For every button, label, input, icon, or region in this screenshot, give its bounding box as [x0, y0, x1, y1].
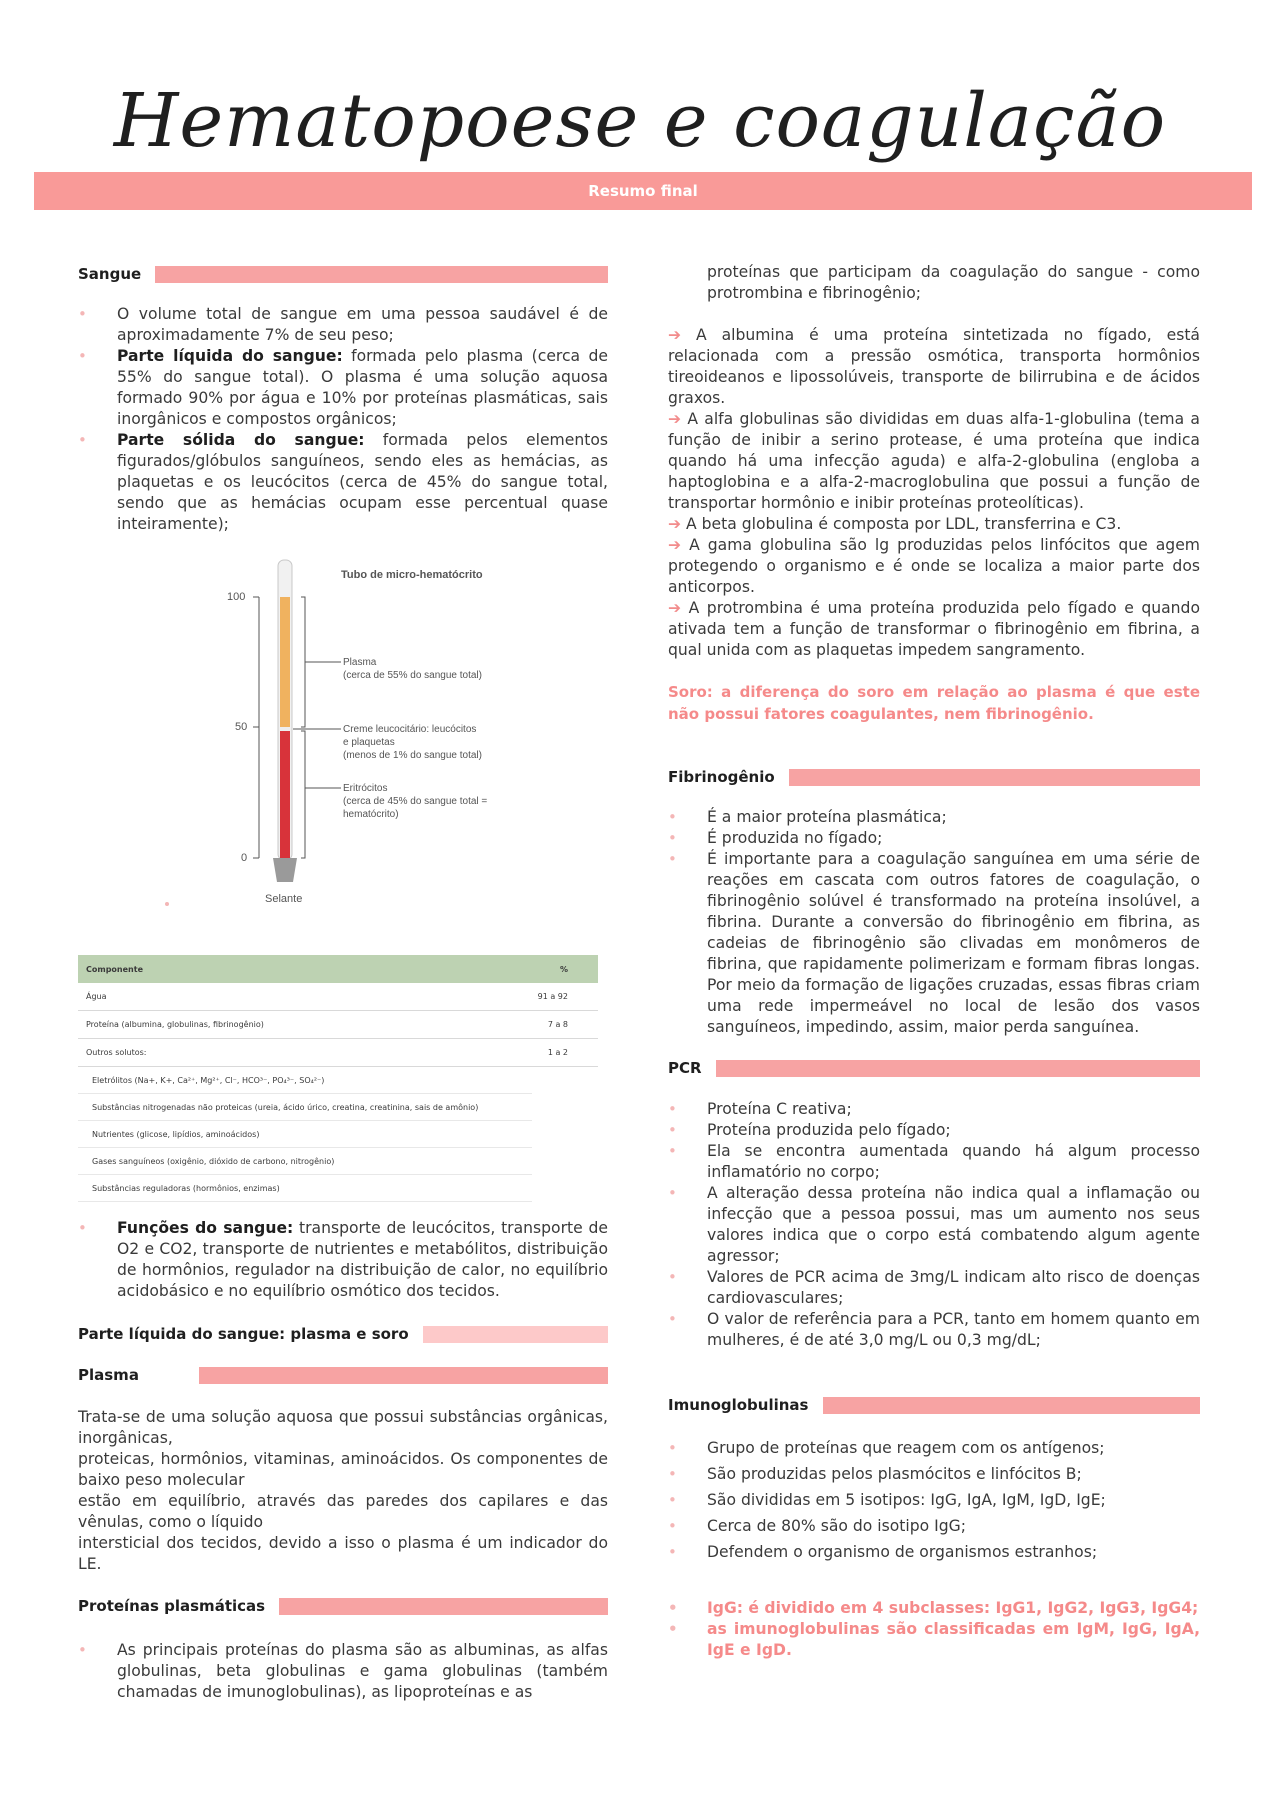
section-heading: Imunoglobulinas	[668, 1396, 809, 1414]
list-item: • Proteína C reativa;	[668, 1099, 1200, 1120]
imuno-notes	[668, 1598, 1200, 1661]
arrow-paragraph: ➔ A alfa globulinas são divididas em duas alfa-1-globulina (tema a função de inibir a serino protease, é uma proteína que indica quando há uma infecção aguda) e alfa-2-globulina (engloba a haptoglobina e a alfa-2-macroglobulina que possui a função de transportar hormônio e inibir proteínas proteolíticas).	[668, 410, 1200, 512]
left-column-lower	[78, 1218, 608, 1703]
creme-note: (menos de 1% do sangue total)	[343, 750, 482, 761]
hematocrit-tube-figure	[213, 552, 533, 912]
heading-bar	[716, 1060, 1200, 1077]
arrow-icon: ➔	[668, 410, 688, 428]
list-item: • O valor de referência para a PCR, tanto em homem quanto em mulheres, é de até 3,0 mg/L ou 0,3 mg/dL;	[668, 1309, 1200, 1351]
list-item: • Parte sólida do sangue: formada pelos elementos figurados/glóbulos sanguíneos, sendo eles as hemácias, as plaquetas e os leucócitos (cerca de 45% do sangue total, sendo que as hemácias ocupam esse percentual quase inteiramente);	[78, 430, 608, 535]
section-heading: Plasma	[78, 1366, 139, 1384]
arrow-paragraph: ➔ A protrombina é uma proteína produzida pelo fígado e quando ativada tem a função de transformar o fibrinogênio em fibrina, a qual unida com as plaquetas impedem sangramento.	[668, 599, 1200, 659]
list-item: • São produzidas pelos plasmócitos e linfócitos B;	[668, 1464, 1200, 1485]
creme-label: Creme leucocitário: leucócitos	[343, 724, 477, 735]
arrow-paragraph: ➔ A albumina é uma proteína sintetizada no fígado, está relacionada com a pressão osmótica, transporta hormônios tireoideanos e lipossolúveis, transporte de bilirrubina e de ácidos graxos.	[668, 326, 1200, 407]
arrow-icon: ➔	[668, 515, 687, 533]
pcr-list	[668, 1099, 1200, 1351]
section-plasma	[78, 1363, 608, 1387]
fibrinogenio-list	[668, 807, 1200, 1038]
list-item: • O volume total de sangue em uma pessoa saudável é de aproximadamente 7% de seu peso;	[78, 304, 608, 346]
list-item: • Valores de PCR acima de 3mg/L indicam alto risco de doenças cardiovasculares;	[668, 1267, 1200, 1309]
soro-note: Soro: a diferença do soro em relação ao plasma é que este não possui fatores coagulantes, nem fibrinogênio.	[668, 683, 1200, 723]
figure-title: Tubo de micro-hematócrito	[341, 569, 483, 581]
list-item: • Parte líquida do sangue: formada pelo plasma (cerca de 55% do sangue total). O plasma é uma solução aquosa formado 90% por água e 10% por proteínas plasmáticas, sais inorgânicos e compostos orgânicos;	[78, 346, 608, 430]
column-header: %	[559, 964, 568, 974]
heading-bar	[199, 1367, 608, 1384]
section-fibrinogenio	[668, 765, 1200, 789]
arrow-paragraph: ➔ A beta globulina é composta por LDL, transferrina e C3.	[668, 515, 1122, 533]
section-heading: Proteínas plasmáticas	[78, 1597, 266, 1615]
list-item: • É a maior proteína plasmática;	[668, 807, 1200, 828]
sangue-list	[78, 304, 608, 535]
arrow-icon: ➔	[668, 536, 690, 554]
left-column	[78, 262, 608, 535]
creme-label: e plaquetas	[343, 737, 395, 748]
table-row: Proteína (albumina, globulinas, fibrinogênio) 7 a 8	[78, 1011, 598, 1039]
table-row: Água 91 a 92	[78, 983, 598, 1011]
section-pcr	[668, 1056, 1200, 1080]
page-title: Hematopoese e coagulação	[113, 78, 1167, 164]
section-heading: PCR	[668, 1059, 702, 1077]
continuation-text: proteínas que participam da coagulação do sangue - como protrombina e fibrinogênio;	[707, 263, 1200, 302]
list-item: • Funções do sangue: transporte de leucócitos, transporte de O2 e CO2, transporte de nutrientes e metabólitos, distribuição de hormônios, regulador na distribuição de calor, no equilíbrio acidobásico e no equilíbrio osmótico dos tecidos.	[78, 1218, 608, 1302]
heading-bar	[279, 1598, 608, 1615]
table-header	[78, 955, 598, 983]
subtitle-banner: Resumo final	[34, 172, 1252, 210]
heading-bar	[155, 266, 608, 283]
list-item: • Ela se encontra aumentada quando há algum processo inflamatório no corpo;	[668, 1141, 1200, 1183]
eritrocitos-label: Eritrócitos	[343, 783, 388, 794]
section-imunoglobulinas	[668, 1393, 1200, 1417]
tick-label: 100	[227, 591, 246, 603]
heading-bar	[823, 1397, 1201, 1414]
imuno-list	[668, 1438, 1200, 1563]
plasma-note: (cerca de 55% do sangue total)	[343, 670, 482, 681]
list-item: • Defendem o organismo de organismos estranhos;	[668, 1542, 1200, 1563]
list-item: • É importante para a coagulação sanguínea em uma série de reações em cascata com outros fatores de coagulação, o fibrinogênio solúvel é transformado na proteína insolúvel, a fibrina. Durante a conversão do fibrinogênio em fibrina, as cadeias de fibrinogênio são clivadas em monômeros de fibrina, que rapidamente polimerizam e formam fibras longas. Por meio da formação de ligações cruzadas, essas fibras criam uma rede impermeável no local de lesão dos vasos sanguíneos, impedindo, assim, maior perda sanguínea.	[668, 849, 1200, 1038]
eritrocitos-note: (cerca de 45% do sangue total =	[343, 796, 488, 807]
table-subrow: Eletrólitos (Na+, K+, Ca²⁺, Mg²⁺, Cl⁻, HCO³⁻, PO₄³⁻, SO₄²⁻)	[78, 1067, 532, 1094]
section-parte-liquida	[78, 1322, 608, 1346]
plasma-paragraph	[78, 1407, 608, 1575]
plasma-composition-table	[78, 955, 598, 1202]
paragraph-line: intersticial dos tecidos, devido a isso o plasma é um indicador do LE.	[78, 1534, 608, 1573]
paragraph-line: estão em equilíbrio, através das paredes dos capilares e das vênulas, como o líquido	[78, 1492, 608, 1531]
arrow-icon: ➔	[668, 326, 696, 344]
paragraph-line: Trata-se de uma solução aquosa que possui substâncias orgânicas, inorgânicas,	[78, 1408, 608, 1447]
selante-label: Selante	[265, 893, 303, 905]
list-item: • Cerca de 80% são do isotipo IgG;	[668, 1516, 1200, 1537]
list-item: • É produzida no fígado;	[668, 828, 1200, 849]
globulinas-paragraphs	[668, 325, 1200, 661]
section-heading: Fibrinogênio	[668, 768, 775, 786]
list-item: • Proteína produzida pelo fígado;	[668, 1120, 1200, 1141]
list-item: • São divididas em 5 isotipos: IgG, IgA, IgM, IgD, IgE;	[668, 1490, 1200, 1511]
tick-label: 0	[241, 852, 248, 864]
column-header: Componente	[86, 964, 143, 974]
list-item: • Grupo de proteínas que reagem com os antígenos;	[668, 1438, 1200, 1459]
list-item: • A alteração dessa proteína não indica qual a inflamação ou infecção que a pessoa possui, mas um aumento nos seus valores indica que o corpo está combatendo algum agente agressor;	[668, 1183, 1200, 1267]
table-row: Outros solutos: 1 a 2	[78, 1039, 598, 1067]
funcoes-list	[78, 1218, 608, 1302]
note-item: • IgG: é dividido em 4 subclasses: IgG1, IgG2, IgG3, IgG4;	[668, 1598, 1200, 1619]
arrow-icon: ➔	[668, 599, 689, 617]
proteinas-list	[78, 1640, 608, 1703]
plasma-label: Plasma	[343, 657, 377, 668]
bullet-dot	[165, 902, 169, 906]
heading-bar	[789, 769, 1200, 786]
arrow-paragraph: ➔ A gama globulina são lg produzidas pelos linfócitos que agem protegendo o organismo e é onde se localiza a maior parte dos anticorpos.	[668, 536, 1200, 596]
right-column	[668, 262, 1200, 1661]
section-proteinas	[78, 1594, 608, 1618]
eritrocitos-note: hematócrito)	[343, 809, 399, 820]
table-subrow: Nutrientes (glicose, lipídios, aminoácidos)	[78, 1121, 532, 1148]
section-heading: Sangue	[78, 265, 142, 283]
table-subrow: Substâncias reguladoras (hormônios, enzimas)	[78, 1175, 532, 1202]
table-subrow: Substâncias nitrogenadas não proteicas (ureia, ácido úrico, creatina, creatinina, sais de amônio)	[78, 1094, 532, 1121]
section-heading: Parte líquida do sangue: plasma e soro	[78, 1325, 409, 1343]
paragraph-line: proteicas, hormônios, vitaminas, aminoácidos. Os componentes de baixo peso molecular	[78, 1450, 608, 1489]
table-subrow: Gases sanguíneos (oxigênio, dióxido de carbono, nitrogênio)	[78, 1148, 532, 1175]
list-item: • As principais proteínas do plasma são as albuminas, as alfas globulinas, beta globulinas e gama globulinas (também chamadas de imunoglobulinas), as lipoproteínas e as	[78, 1640, 608, 1703]
note-item: • as imunoglobulinas são classificadas em IgM, IgG, IgA, IgE e IgD.	[668, 1619, 1200, 1661]
tick-label: 50	[235, 721, 248, 733]
heading-bar	[423, 1326, 608, 1343]
section-sangue	[78, 262, 608, 286]
